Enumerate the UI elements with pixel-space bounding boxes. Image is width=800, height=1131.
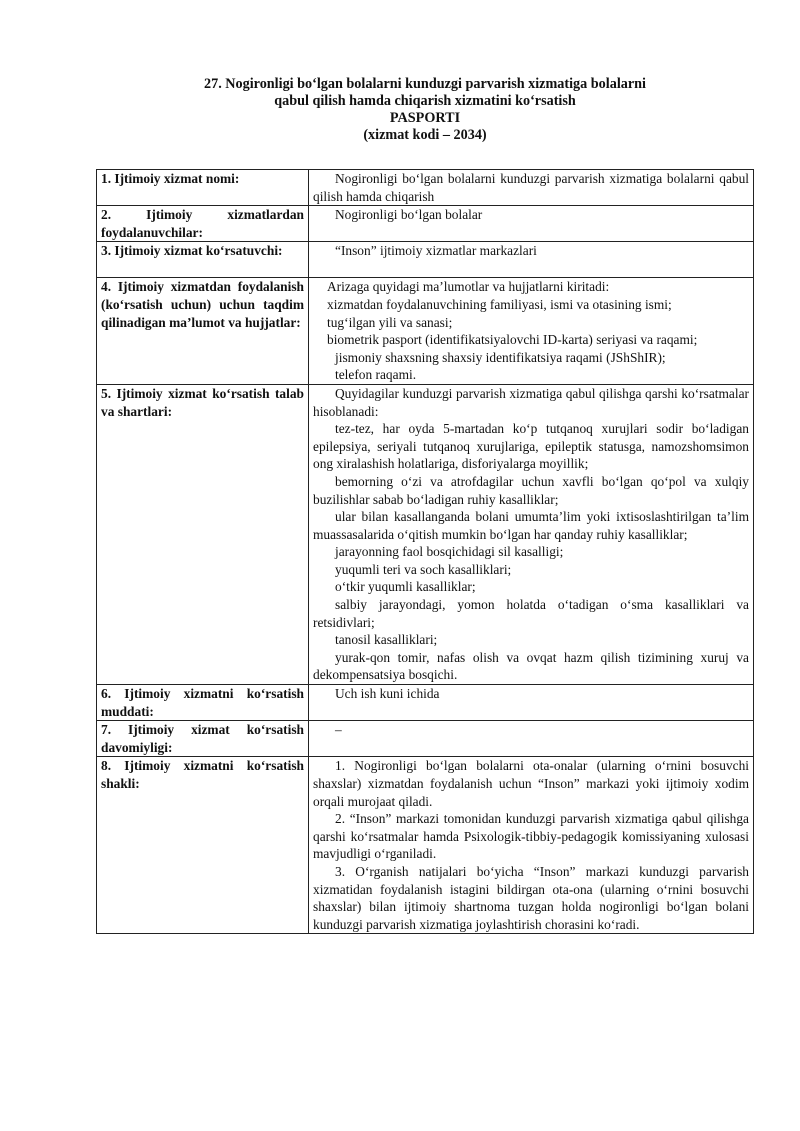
list-item: telefon raqami. (335, 367, 417, 383)
row-value (309, 721, 754, 757)
document-title (96, 76, 754, 144)
row-value (309, 206, 754, 242)
table-row-service-name (97, 170, 754, 206)
list-item: tanosil kasalliklari; (335, 632, 438, 648)
row-text: Uch ish kuni ichida (335, 686, 440, 702)
table-row-term (97, 685, 754, 721)
title-line-1: 27. Nogironligi bo‘lgan bolalarni kunduzgi parvarish xizmatiga bolalarni (204, 76, 646, 92)
table-row-documents (97, 278, 754, 385)
row-value (309, 242, 754, 278)
table-row-beneficiaries (97, 206, 754, 242)
title-line-4: (xizmat kodi – 2034) (363, 127, 487, 143)
list-item: 2. “Inson” markazi tomonidan kunduzgi parvarish xizmatiga qabul qilishga qarshi ko‘rsatmalar hamda Psixologik-tibbiy-pedagogik komissiyaning xulosasi mavjudligi o‘rganiladi. (313, 811, 749, 862)
list-item: bemorning o‘zi va atrofdagilar uchun xavfli bo‘lgan qo‘pol va xulqiy buzilishlar sabab bo‘ladigan ruhiy kasalliklar; (313, 473, 749, 507)
list-item: tug‘ilgan yili va sanasi; (327, 314, 453, 330)
list-item: yurak-qon tomir, nafas olish va ovqat hazm qilish tizimining xuruj va dekompensatsiya bosqichi. (313, 649, 749, 683)
list-item: xizmatdan foydalanuvchining familiyasi, ismi va otasining ismi; (327, 296, 672, 312)
list-item: ular bilan kasallanganda bolani umumta’lim yoki ixtisoslashtirilgan ta’lim muassasalarida o‘qitish mumkin bo‘lgan har qanday ruhiy kasalliklar; (313, 509, 749, 542)
row-label: 2. Ijtimoiy xizmatlardan foydalanuvchilar: (97, 206, 309, 242)
list-item: Quyidagilar kunduzgi parvarish xizmatiga qabul qilishga qarshi ko‘rsatmalar hisoblanadi: (313, 385, 749, 419)
row-value (309, 384, 754, 684)
table-row-form (97, 757, 754, 934)
list-item: 1. Nogironligi bo‘lgan bolalarni ota-onalar (ularning o‘rnini bosuvchi shaxslar) xizmatdan foydalanish uchun “Inson” markazi yoki ijtimoiy xodim orqali murojaat qiladi. (313, 758, 749, 809)
row-label: 8. Ijtimoiy xizmatni ko‘rsatish shakli: (97, 757, 309, 934)
row-value (309, 170, 754, 206)
table-row-provider (97, 242, 754, 278)
title-line-3: PASPORTI (389, 110, 461, 126)
row-value (309, 685, 754, 721)
row-label: 4. Ijtimoiy xizmatdan foydalanish (ko‘rsatish uchun) uchun taqdim qilinadigan ma’lumot va hujjatlar: (97, 278, 309, 385)
row-text: Nogironligi bo‘lgan bolalarni kunduzgi parvarish xizmatiga bolalarni qabul qilish hamda chiqarish (313, 171, 749, 204)
list-item: biometrik pasport (identifikatsiyalovchi ID-karta) seriyasi va raqami; (327, 332, 698, 348)
list-item: 3. O‘rganish natijalari bo‘yicha “Inson” markazi kunduzgi parvarish xizmatidan foydalanish istagini bildirgan ota-ona (ularning o‘rnini bosuvchi shaxslar) bilan ijtimoiy shartnoma tuzgan holda nogironligi bo‘lgan bolani kunduzgi parvarish xizmatiga joylashtirish chorasini ko‘radi. (313, 863, 749, 932)
row-value (309, 278, 754, 385)
table-row-conditions (97, 384, 754, 684)
list-item: Arizaga quyidagi ma’lumotlar va hujjatlarni kiritadi: (327, 279, 610, 295)
title-line-2: qabul qilish hamda chiqarish xizmatini ko‘rsatish (274, 93, 576, 109)
row-text: Nogironligi bo‘lgan bolalar (335, 207, 483, 223)
list-item: o‘tkir yuqumli kasalliklar; (335, 579, 476, 595)
row-label: 6. Ijtimoiy xizmatni ko‘rsatish muddati: (97, 685, 309, 721)
passport-table (96, 169, 754, 934)
list-item: jarayonning faol bosqichidagi sil kasalligi; (335, 544, 564, 560)
list-item: tez-tez, har oyda 5-martadan ko‘p tutqanoq xurujlari sodir bo‘ladigan epilepsiya, seriyali tutqanoq xurujlariga, epileptik statusga, namozshomsimon ong xiralashish holatlariga, disforiyalarga moyillik; (313, 421, 749, 472)
row-label: 1. Ijtimoiy xizmat nomi: (97, 170, 309, 206)
row-text: – (335, 722, 342, 738)
row-label: 5. Ijtimoiy xizmat ko‘rsatish talab va shartlari: (97, 384, 309, 684)
row-label: 7. Ijtimoiy xizmat ko‘rsatish davomiyligi: (97, 721, 309, 757)
row-value (309, 757, 754, 934)
table-row-duration (97, 721, 754, 757)
row-label: 3. Ijtimoiy xizmat ko‘rsatuvchi: (97, 242, 309, 278)
list-item: jismoniy shaxsning shaxsiy identifikatsiya raqami (JShShIR); (335, 349, 666, 365)
row-text: “Inson” ijtimoiy xizmatlar markazlari (335, 243, 537, 259)
list-item: salbiy jarayondagi, yomon holatda o‘tadigan o‘sma kasalliklari va retsidivlari; (313, 597, 749, 630)
list-item: yuqumli teri va soch kasalliklari; (335, 561, 512, 577)
